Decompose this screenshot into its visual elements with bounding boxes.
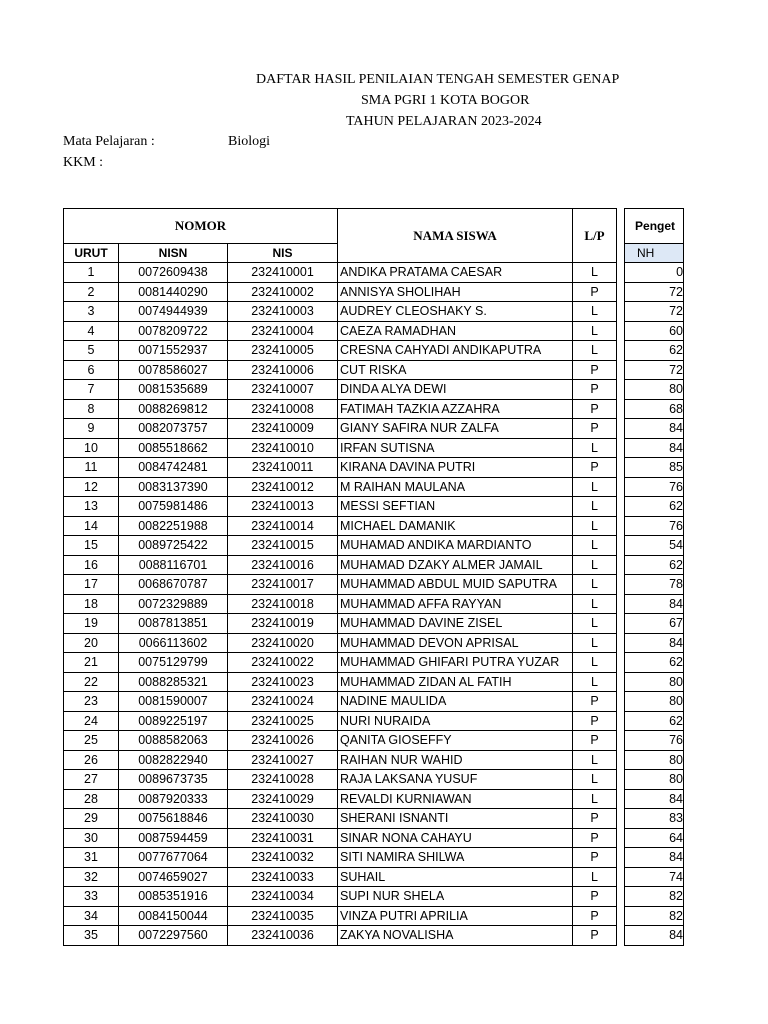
cell-spacer <box>617 594 625 614</box>
cell-lp: L <box>573 497 617 517</box>
subject-label: Mata Pelajaran : <box>63 134 155 149</box>
cell-urut: 32 <box>64 867 119 887</box>
table-row <box>64 497 684 517</box>
cell-nis: 232410020 <box>228 633 338 653</box>
cell-spacer <box>617 633 625 653</box>
cell-nis: 232410035 <box>228 906 338 926</box>
cell-nis: 232410012 <box>228 477 338 497</box>
cell-nis: 232410029 <box>228 789 338 809</box>
cell-lp: P <box>573 692 617 712</box>
cell-spacer <box>617 711 625 731</box>
cell-nh: 62 <box>625 341 684 361</box>
cell-nisn: 0071552937 <box>119 341 228 361</box>
table-row <box>64 711 684 731</box>
header-nama-siswa: NAMA SISWA <box>338 209 573 263</box>
cell-nisn: 0066113602 <box>119 633 228 653</box>
cell-urut: 15 <box>64 536 119 556</box>
table-row <box>64 555 684 575</box>
table-row <box>64 282 684 302</box>
cell-nis: 232410006 <box>228 360 338 380</box>
cell-nh: 76 <box>625 731 684 751</box>
cell-nh: 80 <box>625 380 684 400</box>
cell-urut: 33 <box>64 887 119 907</box>
cell-nh: 80 <box>625 770 684 790</box>
cell-spacer <box>617 380 625 400</box>
cell-lp: P <box>573 360 617 380</box>
cell-lp: L <box>573 263 617 283</box>
cell-lp: L <box>573 672 617 692</box>
cell-urut: 16 <box>64 555 119 575</box>
cell-nis: 232410023 <box>228 672 338 692</box>
cell-lp: P <box>573 906 617 926</box>
cell-spacer <box>617 926 625 946</box>
cell-nh: 0 <box>625 263 684 283</box>
cell-nama-siswa: MUHAMMAD GHIFARI PUTRA YUZAR <box>338 653 573 673</box>
table-row <box>64 887 684 907</box>
cell-nama-siswa: MUHAMMAD DEVON APRISAL <box>338 633 573 653</box>
cell-nama-siswa: SITI NAMIRA SHILWA <box>338 848 573 868</box>
cell-urut: 23 <box>64 692 119 712</box>
cell-nisn: 0085518662 <box>119 438 228 458</box>
table-row <box>64 438 684 458</box>
cell-spacer <box>617 887 625 907</box>
cell-lp: P <box>573 887 617 907</box>
header-spacer <box>617 209 625 263</box>
cell-urut: 10 <box>64 438 119 458</box>
cell-nis: 232410002 <box>228 282 338 302</box>
table-row <box>64 789 684 809</box>
cell-nama-siswa: ANDIKA PRATAMA CAESAR <box>338 263 573 283</box>
table-row <box>64 770 684 790</box>
cell-nisn: 0072329889 <box>119 594 228 614</box>
cell-nh: 62 <box>625 497 684 517</box>
table-row <box>64 360 684 380</box>
cell-lp: L <box>573 341 617 361</box>
cell-nama-siswa: CUT RISKA <box>338 360 573 380</box>
cell-nis: 232410003 <box>228 302 338 322</box>
table-row <box>64 536 684 556</box>
cell-urut: 26 <box>64 750 119 770</box>
grades-table <box>63 208 684 946</box>
cell-spacer <box>617 809 625 829</box>
cell-nh: 78 <box>625 575 684 595</box>
cell-nama-siswa: MUHAMMAD ZIDAN AL FATIH <box>338 672 573 692</box>
cell-urut: 1 <box>64 263 119 283</box>
table-row <box>64 809 684 829</box>
cell-nama-siswa: M RAIHAN MAULANA <box>338 477 573 497</box>
cell-urut: 4 <box>64 321 119 341</box>
cell-nisn: 0072297560 <box>119 926 228 946</box>
cell-nh: 72 <box>625 302 684 322</box>
cell-nh: 85 <box>625 458 684 478</box>
cell-nh: 68 <box>625 399 684 419</box>
table-row <box>64 633 684 653</box>
cell-spacer <box>617 789 625 809</box>
cell-nama-siswa: MESSI SEFTIAN <box>338 497 573 517</box>
cell-lp: P <box>573 828 617 848</box>
header-nomor: NOMOR <box>64 209 338 244</box>
cell-nama-siswa: MUHAMMAD AFFA RAYYAN <box>338 594 573 614</box>
cell-lp: L <box>573 594 617 614</box>
cell-lp: P <box>573 458 617 478</box>
cell-nh: 72 <box>625 282 684 302</box>
cell-spacer <box>617 614 625 634</box>
table-row <box>64 867 684 887</box>
cell-nama-siswa: NURI NURAIDA <box>338 711 573 731</box>
cell-nisn: 0074944939 <box>119 302 228 322</box>
cell-nis: 232410030 <box>228 809 338 829</box>
cell-nisn: 0074659027 <box>119 867 228 887</box>
cell-lp: L <box>573 633 617 653</box>
table-row <box>64 477 684 497</box>
cell-nis: 232410028 <box>228 770 338 790</box>
cell-nh: 76 <box>625 477 684 497</box>
cell-nisn: 0081590007 <box>119 692 228 712</box>
cell-lp: L <box>573 653 617 673</box>
table-row <box>64 321 684 341</box>
cell-nisn: 0075618846 <box>119 809 228 829</box>
cell-nis: 232410036 <box>228 926 338 946</box>
cell-nisn: 0088285321 <box>119 672 228 692</box>
cell-nisn: 0088582063 <box>119 731 228 751</box>
cell-nh: 62 <box>625 555 684 575</box>
cell-nisn: 0084742481 <box>119 458 228 478</box>
cell-nama-siswa: MUHAMAD DZAKY ALMER JAMAIL <box>338 555 573 575</box>
cell-nama-siswa: SUHAIL <box>338 867 573 887</box>
cell-nh: 74 <box>625 867 684 887</box>
cell-nama-siswa: RAIHAN NUR WAHID <box>338 750 573 770</box>
cell-lp: L <box>573 477 617 497</box>
cell-nama-siswa: AUDREY CLEOSHAKY S. <box>338 302 573 322</box>
cell-nama-siswa: MUHAMAD ANDIKA MARDIANTO <box>338 536 573 556</box>
cell-nisn: 0072609438 <box>119 263 228 283</box>
cell-nh: 84 <box>625 438 684 458</box>
cell-lp: P <box>573 926 617 946</box>
header-lp: L/P <box>573 209 617 263</box>
cell-nh: 82 <box>625 887 684 907</box>
cell-lp: L <box>573 750 617 770</box>
cell-spacer <box>617 321 625 341</box>
cell-lp: P <box>573 419 617 439</box>
cell-urut: 9 <box>64 419 119 439</box>
cell-urut: 7 <box>64 380 119 400</box>
cell-nh: 62 <box>625 711 684 731</box>
table-row <box>64 341 684 361</box>
cell-spacer <box>617 341 625 361</box>
cell-nama-siswa: FATIMAH TAZKIA AZZAHRA <box>338 399 573 419</box>
cell-nh: 62 <box>625 653 684 673</box>
cell-spacer <box>617 263 625 283</box>
cell-lp: L <box>573 536 617 556</box>
cell-nis: 232410017 <box>228 575 338 595</box>
cell-spacer <box>617 360 625 380</box>
cell-nama-siswa: QANITA GIOSEFFY <box>338 731 573 751</box>
cell-nama-siswa: GIANY SAFIRA NUR ZALFA <box>338 419 573 439</box>
subject-value: Biologi <box>228 134 271 149</box>
cell-nh: 83 <box>625 809 684 829</box>
table-row <box>64 419 684 439</box>
cell-nis: 232410010 <box>228 438 338 458</box>
cell-nh: 84 <box>625 594 684 614</box>
cell-nama-siswa: KIRANA DAVINA PUTRI <box>338 458 573 478</box>
table-row <box>64 672 684 692</box>
cell-urut: 6 <box>64 360 119 380</box>
cell-spacer <box>617 399 625 419</box>
cell-nis: 232410027 <box>228 750 338 770</box>
cell-nisn: 0082822940 <box>119 750 228 770</box>
cell-nisn: 0075129799 <box>119 653 228 673</box>
cell-lp: L <box>573 770 617 790</box>
cell-spacer <box>617 906 625 926</box>
cell-lp: L <box>573 575 617 595</box>
cell-nisn: 0081535689 <box>119 380 228 400</box>
table-body <box>64 263 684 946</box>
table-row <box>64 692 684 712</box>
cell-nisn: 0084150044 <box>119 906 228 926</box>
cell-urut: 31 <box>64 848 119 868</box>
cell-urut: 21 <box>64 653 119 673</box>
cell-nama-siswa: VINZA PUTRI APRILIA <box>338 906 573 926</box>
cell-nis: 232410031 <box>228 828 338 848</box>
cell-lp: P <box>573 809 617 829</box>
cell-urut: 3 <box>64 302 119 322</box>
cell-urut: 2 <box>64 282 119 302</box>
header-nisn: NISN <box>119 244 228 263</box>
cell-spacer <box>617 516 625 536</box>
cell-lp: L <box>573 321 617 341</box>
cell-nis: 232410011 <box>228 458 338 478</box>
cell-lp: P <box>573 399 617 419</box>
cell-spacer <box>617 302 625 322</box>
cell-urut: 12 <box>64 477 119 497</box>
cell-spacer <box>617 770 625 790</box>
cell-nis: 232410025 <box>228 711 338 731</box>
table-row <box>64 380 684 400</box>
table-row <box>64 575 684 595</box>
cell-urut: 14 <box>64 516 119 536</box>
kkm-label: KKM : <box>63 155 104 170</box>
cell-spacer <box>617 731 625 751</box>
school-name: SMA PGRI 1 KOTA BOGOR <box>361 93 530 108</box>
cell-lp: L <box>573 614 617 634</box>
cell-urut: 5 <box>64 341 119 361</box>
cell-nisn: 0087813851 <box>119 614 228 634</box>
cell-lp: L <box>573 867 617 887</box>
cell-nis: 232410024 <box>228 692 338 712</box>
cell-nh: 64 <box>625 828 684 848</box>
cell-nisn: 0078586027 <box>119 360 228 380</box>
cell-spacer <box>617 653 625 673</box>
cell-nis: 232410004 <box>228 321 338 341</box>
cell-nisn: 0088116701 <box>119 555 228 575</box>
cell-nis: 232410018 <box>228 594 338 614</box>
cell-nama-siswa: SHERANI ISNANTI <box>338 809 573 829</box>
cell-urut: 24 <box>64 711 119 731</box>
cell-nis: 232410008 <box>228 399 338 419</box>
cell-nis: 232410009 <box>228 419 338 439</box>
cell-urut: 30 <box>64 828 119 848</box>
cell-spacer <box>617 555 625 575</box>
cell-nama-siswa: CAEZA RAMADHAN <box>338 321 573 341</box>
table-row <box>64 750 684 770</box>
cell-nis: 232410034 <box>228 887 338 907</box>
cell-urut: 19 <box>64 614 119 634</box>
cell-nh: 67 <box>625 614 684 634</box>
cell-nis: 232410019 <box>228 614 338 634</box>
cell-spacer <box>617 828 625 848</box>
cell-nh: 80 <box>625 750 684 770</box>
cell-nisn: 0068670787 <box>119 575 228 595</box>
cell-nis: 232410015 <box>228 536 338 556</box>
cell-spacer <box>617 477 625 497</box>
table-row <box>64 399 684 419</box>
cell-nh: 82 <box>625 906 684 926</box>
cell-urut: 34 <box>64 906 119 926</box>
cell-lp: P <box>573 711 617 731</box>
cell-nh: 76 <box>625 516 684 536</box>
cell-nisn: 0085351916 <box>119 887 228 907</box>
cell-spacer <box>617 438 625 458</box>
header-nis: NIS <box>228 244 338 263</box>
cell-urut: 8 <box>64 399 119 419</box>
cell-spacer <box>617 575 625 595</box>
cell-urut: 28 <box>64 789 119 809</box>
table-row <box>64 263 684 283</box>
cell-nis: 232410022 <box>228 653 338 673</box>
cell-nisn: 0083137390 <box>119 477 228 497</box>
cell-nama-siswa: MICHAEL DAMANIK <box>338 516 573 536</box>
cell-nisn: 0087594459 <box>119 828 228 848</box>
cell-nisn: 0075981486 <box>119 497 228 517</box>
cell-nh: 60 <box>625 321 684 341</box>
cell-spacer <box>617 282 625 302</box>
cell-urut: 35 <box>64 926 119 946</box>
cell-spacer <box>617 458 625 478</box>
table-row <box>64 926 684 946</box>
header-urut: URUT <box>64 244 119 263</box>
academic-year: TAHUN PELAJARAN 2023-2024 <box>346 114 542 129</box>
cell-lp: P <box>573 848 617 868</box>
cell-nis: 232410001 <box>228 263 338 283</box>
table-row <box>64 614 684 634</box>
cell-nh: 84 <box>625 926 684 946</box>
cell-nama-siswa: DINDA ALYA DEWI <box>338 380 573 400</box>
cell-nisn: 0078209722 <box>119 321 228 341</box>
cell-nh: 84 <box>625 848 684 868</box>
cell-nama-siswa: RAJA LAKSANA YUSUF <box>338 770 573 790</box>
cell-nis: 232410032 <box>228 848 338 868</box>
cell-nama-siswa: MUHAMMAD DAVINE ZISEL <box>338 614 573 634</box>
cell-lp: L <box>573 438 617 458</box>
cell-nis: 232410033 <box>228 867 338 887</box>
cell-nama-siswa: REVALDI KURNIAWAN <box>338 789 573 809</box>
cell-nh: 84 <box>625 633 684 653</box>
cell-nisn: 0082073757 <box>119 419 228 439</box>
cell-nama-siswa: IRFAN SUTISNA <box>338 438 573 458</box>
table-row <box>64 458 684 478</box>
cell-nisn: 0081440290 <box>119 282 228 302</box>
table-row <box>64 594 684 614</box>
cell-nama-siswa: SUPI NUR SHELA <box>338 887 573 907</box>
cell-urut: 22 <box>64 672 119 692</box>
grades-table-viewport <box>63 208 684 946</box>
cell-urut: 29 <box>64 809 119 829</box>
cell-lp: P <box>573 380 617 400</box>
cell-nh: 54 <box>625 536 684 556</box>
table-row <box>64 828 684 848</box>
cell-nama-siswa: ANNISYA SHOLIHAH <box>338 282 573 302</box>
cell-nis: 232410016 <box>228 555 338 575</box>
cell-spacer <box>617 692 625 712</box>
cell-spacer <box>617 750 625 770</box>
cell-lp: L <box>573 516 617 536</box>
cell-nisn: 0089225197 <box>119 711 228 731</box>
table-row <box>64 906 684 926</box>
cell-lp: L <box>573 555 617 575</box>
cell-spacer <box>617 848 625 868</box>
cell-nis: 232410013 <box>228 497 338 517</box>
cell-nisn: 0087920333 <box>119 789 228 809</box>
cell-nh: 80 <box>625 692 684 712</box>
cell-nama-siswa: CRESNA CAHYADI ANDIKAPUTRA <box>338 341 573 361</box>
cell-lp: P <box>573 731 617 751</box>
cell-nisn: 0077677064 <box>119 848 228 868</box>
table-row <box>64 731 684 751</box>
cell-nama-siswa: MUHAMMAD ABDUL MUID SAPUTRA <box>338 575 573 595</box>
cell-nh: 84 <box>625 789 684 809</box>
document-title: DAFTAR HASIL PENILAIAN TENGAH SEMESTER GENAP <box>256 72 620 87</box>
cell-urut: 18 <box>64 594 119 614</box>
cell-spacer <box>617 497 625 517</box>
cell-nis: 232410007 <box>228 380 338 400</box>
header-nh: NH <box>625 244 684 263</box>
table-row <box>64 302 684 322</box>
cell-lp: P <box>573 282 617 302</box>
cell-nama-siswa: ZAKYA NOVALISHA <box>338 926 573 946</box>
cell-nisn: 0089725422 <box>119 536 228 556</box>
table-row <box>64 516 684 536</box>
cell-urut: 25 <box>64 731 119 751</box>
cell-urut: 27 <box>64 770 119 790</box>
cell-nis: 232410026 <box>228 731 338 751</box>
table-row <box>64 848 684 868</box>
cell-lp: L <box>573 302 617 322</box>
cell-nisn: 0089673735 <box>119 770 228 790</box>
cell-nama-siswa: NADINE MAULIDA <box>338 692 573 712</box>
cell-nh: 80 <box>625 672 684 692</box>
cell-spacer <box>617 672 625 692</box>
header-pengetahuan: Penget <box>625 209 684 244</box>
cell-nisn: 0082251988 <box>119 516 228 536</box>
cell-spacer <box>617 536 625 556</box>
cell-nama-siswa: SINAR NONA CAHAYU <box>338 828 573 848</box>
cell-nisn: 0088269812 <box>119 399 228 419</box>
cell-nh: 84 <box>625 419 684 439</box>
cell-urut: 11 <box>64 458 119 478</box>
table-row <box>64 653 684 673</box>
cell-urut: 20 <box>64 633 119 653</box>
cell-nh: 72 <box>625 360 684 380</box>
cell-spacer <box>617 419 625 439</box>
cell-nis: 232410005 <box>228 341 338 361</box>
cell-urut: 17 <box>64 575 119 595</box>
cell-spacer <box>617 867 625 887</box>
cell-urut: 13 <box>64 497 119 517</box>
cell-lp: L <box>573 789 617 809</box>
cell-nis: 232410014 <box>228 516 338 536</box>
